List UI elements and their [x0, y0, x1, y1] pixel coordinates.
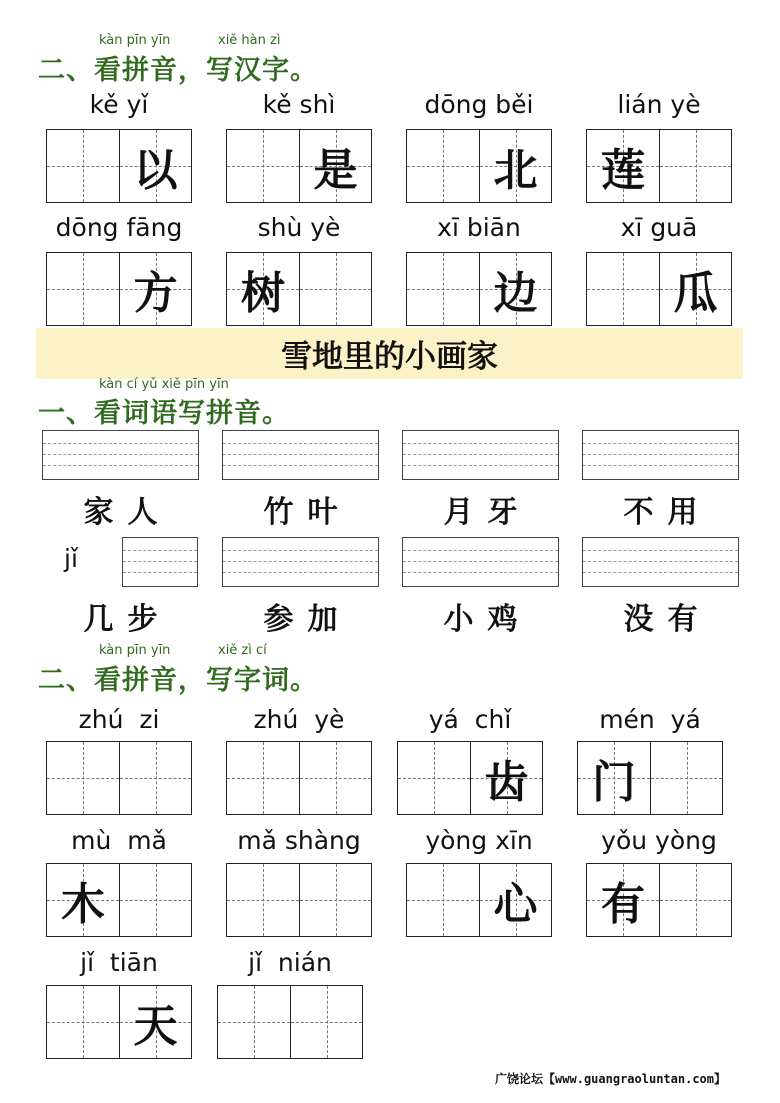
pinyin-label: kě shì [262, 90, 336, 119]
pinyin-label: mén yá [599, 705, 701, 734]
pinyin-label: dōng běi [424, 90, 534, 119]
section-pinyin: kàn pīn yīn [99, 33, 171, 48]
grid-char: 以 [133, 145, 178, 196]
pinyin-label: mǎ shàng [237, 826, 361, 855]
section-title: 二、看拼音，写汉字。 [38, 55, 318, 86]
grid-char [407, 130, 479, 202]
pinyin-label: xī biān [437, 213, 521, 242]
grid-char [227, 864, 299, 936]
pinyin-hint: jǐ [64, 544, 78, 573]
word: 几步 [83, 602, 172, 637]
writing-grid[interactable] [406, 252, 552, 326]
pinyin-label: xī guā [620, 213, 698, 242]
section-pinyin: xiě zì cí [218, 643, 267, 658]
writing-grid[interactable] [586, 129, 732, 203]
pinyin-label: yǒu yòng [601, 826, 717, 855]
pinyin-writing-line[interactable] [402, 430, 559, 480]
writing-grid[interactable] [226, 863, 372, 937]
writing-grid[interactable] [46, 252, 192, 326]
grid-char [300, 742, 371, 814]
section-title: 一、看词语写拼音。 [38, 398, 290, 429]
pinyin-writing-line[interactable] [42, 430, 199, 480]
grid-char [120, 742, 191, 814]
pinyin-label: jǐ nián [248, 948, 332, 977]
writing-grid[interactable] [577, 741, 723, 815]
grid-char [47, 130, 119, 202]
pinyin-writing-line[interactable] [582, 430, 739, 480]
writing-grid[interactable] [406, 863, 552, 937]
word: 竹叶 [263, 495, 352, 530]
pinyin-writing-line[interactable] [402, 537, 559, 587]
grid-char [47, 253, 119, 325]
grid-char: 北 [493, 145, 538, 196]
grid-char: 是 [313, 145, 358, 196]
pinyin-label: mù mǎ [71, 826, 167, 855]
grid-char: 门 [592, 757, 636, 808]
section-pinyin: kàn pīn yīn [99, 643, 171, 658]
grid-char: 莲 [601, 145, 645, 196]
pinyin-label: kě yǐ [89, 90, 149, 119]
word: 月牙 [443, 495, 532, 530]
writing-grid[interactable] [46, 129, 192, 203]
writing-grid[interactable] [226, 129, 372, 203]
pinyin-label: dōng fāng [55, 213, 183, 242]
lesson-title: 雪地里的小画家 [36, 328, 743, 379]
grid-char [120, 864, 191, 936]
word: 不用 [623, 495, 712, 530]
writing-grid[interactable] [46, 863, 192, 937]
word: 小鸡 [443, 602, 532, 637]
pinyin-writing-line[interactable] [222, 430, 379, 480]
writing-grid[interactable] [397, 741, 543, 815]
grid-char [227, 130, 299, 202]
grid-char [660, 130, 731, 202]
grid-char [47, 742, 119, 814]
grid-char [398, 742, 470, 814]
grid-char: 木 [61, 879, 105, 930]
section-pinyin: kàn cí yǔ xiě pīn yīn [99, 377, 229, 392]
word: 参加 [263, 602, 352, 637]
word: 家人 [83, 495, 172, 530]
pinyin-label: zhú yè [253, 705, 345, 734]
grid-char: 瓜 [673, 268, 718, 319]
grid-char [651, 742, 722, 814]
writing-grid[interactable] [217, 985, 363, 1059]
writing-grid[interactable] [406, 129, 552, 203]
writing-grid[interactable] [46, 985, 192, 1059]
writing-grid[interactable] [46, 741, 192, 815]
grid-char [407, 864, 479, 936]
pinyin-label: yá chǐ [428, 705, 512, 734]
writing-grid[interactable] [226, 741, 372, 815]
grid-char [291, 986, 362, 1058]
pinyin-label: shù yè [257, 213, 341, 242]
pinyin-label: yòng xīn [425, 826, 533, 855]
grid-char [218, 986, 290, 1058]
word: 没有 [623, 602, 712, 637]
grid-char [300, 253, 371, 325]
pinyin-label: zhú zi [78, 705, 160, 734]
grid-char [300, 864, 371, 936]
writing-grid[interactable] [586, 252, 732, 326]
writing-grid[interactable] [586, 863, 732, 937]
grid-char: 边 [493, 268, 538, 319]
writing-grid[interactable] [226, 252, 372, 326]
grid-char: 心 [493, 879, 538, 930]
grid-char [407, 253, 479, 325]
grid-char: 齿 [484, 757, 529, 808]
grid-char [660, 864, 731, 936]
section-pinyin: xiě hàn zì [218, 33, 281, 48]
section-title: 二、看拼音，写字词。 [38, 665, 318, 696]
grid-char: 有 [601, 879, 645, 930]
pinyin-writing-line[interactable] [222, 537, 379, 587]
grid-char [47, 986, 119, 1058]
footer-source: 广饶论坛【www.guangraoluntan.com】 [495, 1072, 726, 1086]
pinyin-writing-line[interactable] [582, 537, 739, 587]
pinyin-label: jǐ tiān [80, 948, 158, 977]
grid-char: 方 [133, 268, 178, 319]
grid-char: 树 [241, 268, 285, 319]
pinyin-label: lián yè [617, 90, 701, 119]
grid-char: 天 [133, 1001, 178, 1052]
grid-char [587, 253, 659, 325]
grid-char [227, 742, 299, 814]
pinyin-writing-line[interactable] [122, 537, 198, 587]
